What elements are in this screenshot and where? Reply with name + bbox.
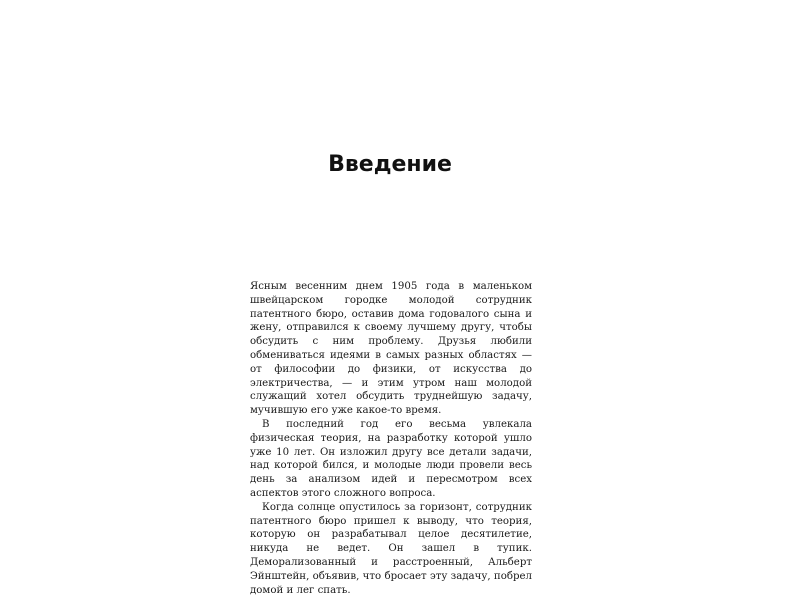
paragraph-1: Ясным весенним днем 1905 года в маленьком швейцарском городке молодой сотрудник патентного бюро, оставив дома годовалого сына и жену, отправился к своему лучшему другу, чтобы обсудить с ним проблему. Друзья любили обмениваться идеями в самых разных областях — от философии до физики, от искусства до электричества, — и этим утром наш молодой служащий хотел обсудить труднейшую задачу, мучившую его уже какое-то время. xyxy=(250,281,532,417)
paragraph-2: В последний год его весьма увлекала физическая теория, на разработку которой ушло уже 10 лет. Он изложил другу все детали задачи, над которой бился, и молодые люди провели весь день за анализом идей и пересмотром всех аспектов этого сложного вопроса. xyxy=(250,418,532,499)
chapter-body xyxy=(250,280,532,597)
chapter-title: Введение xyxy=(328,152,452,177)
paragraph-3: Когда солнце опустилось за горизонт, сотрудник патентного бюро пришел к выводу, что теория, которую он разрабатывал целое десятилетие, никуда не ведет. Он зашел в тупик. Деморализованный и расстроенный, Альберт Эйнштейн, объявив, что бросает эту задачу, побрел домой и лег спать. xyxy=(250,501,532,596)
